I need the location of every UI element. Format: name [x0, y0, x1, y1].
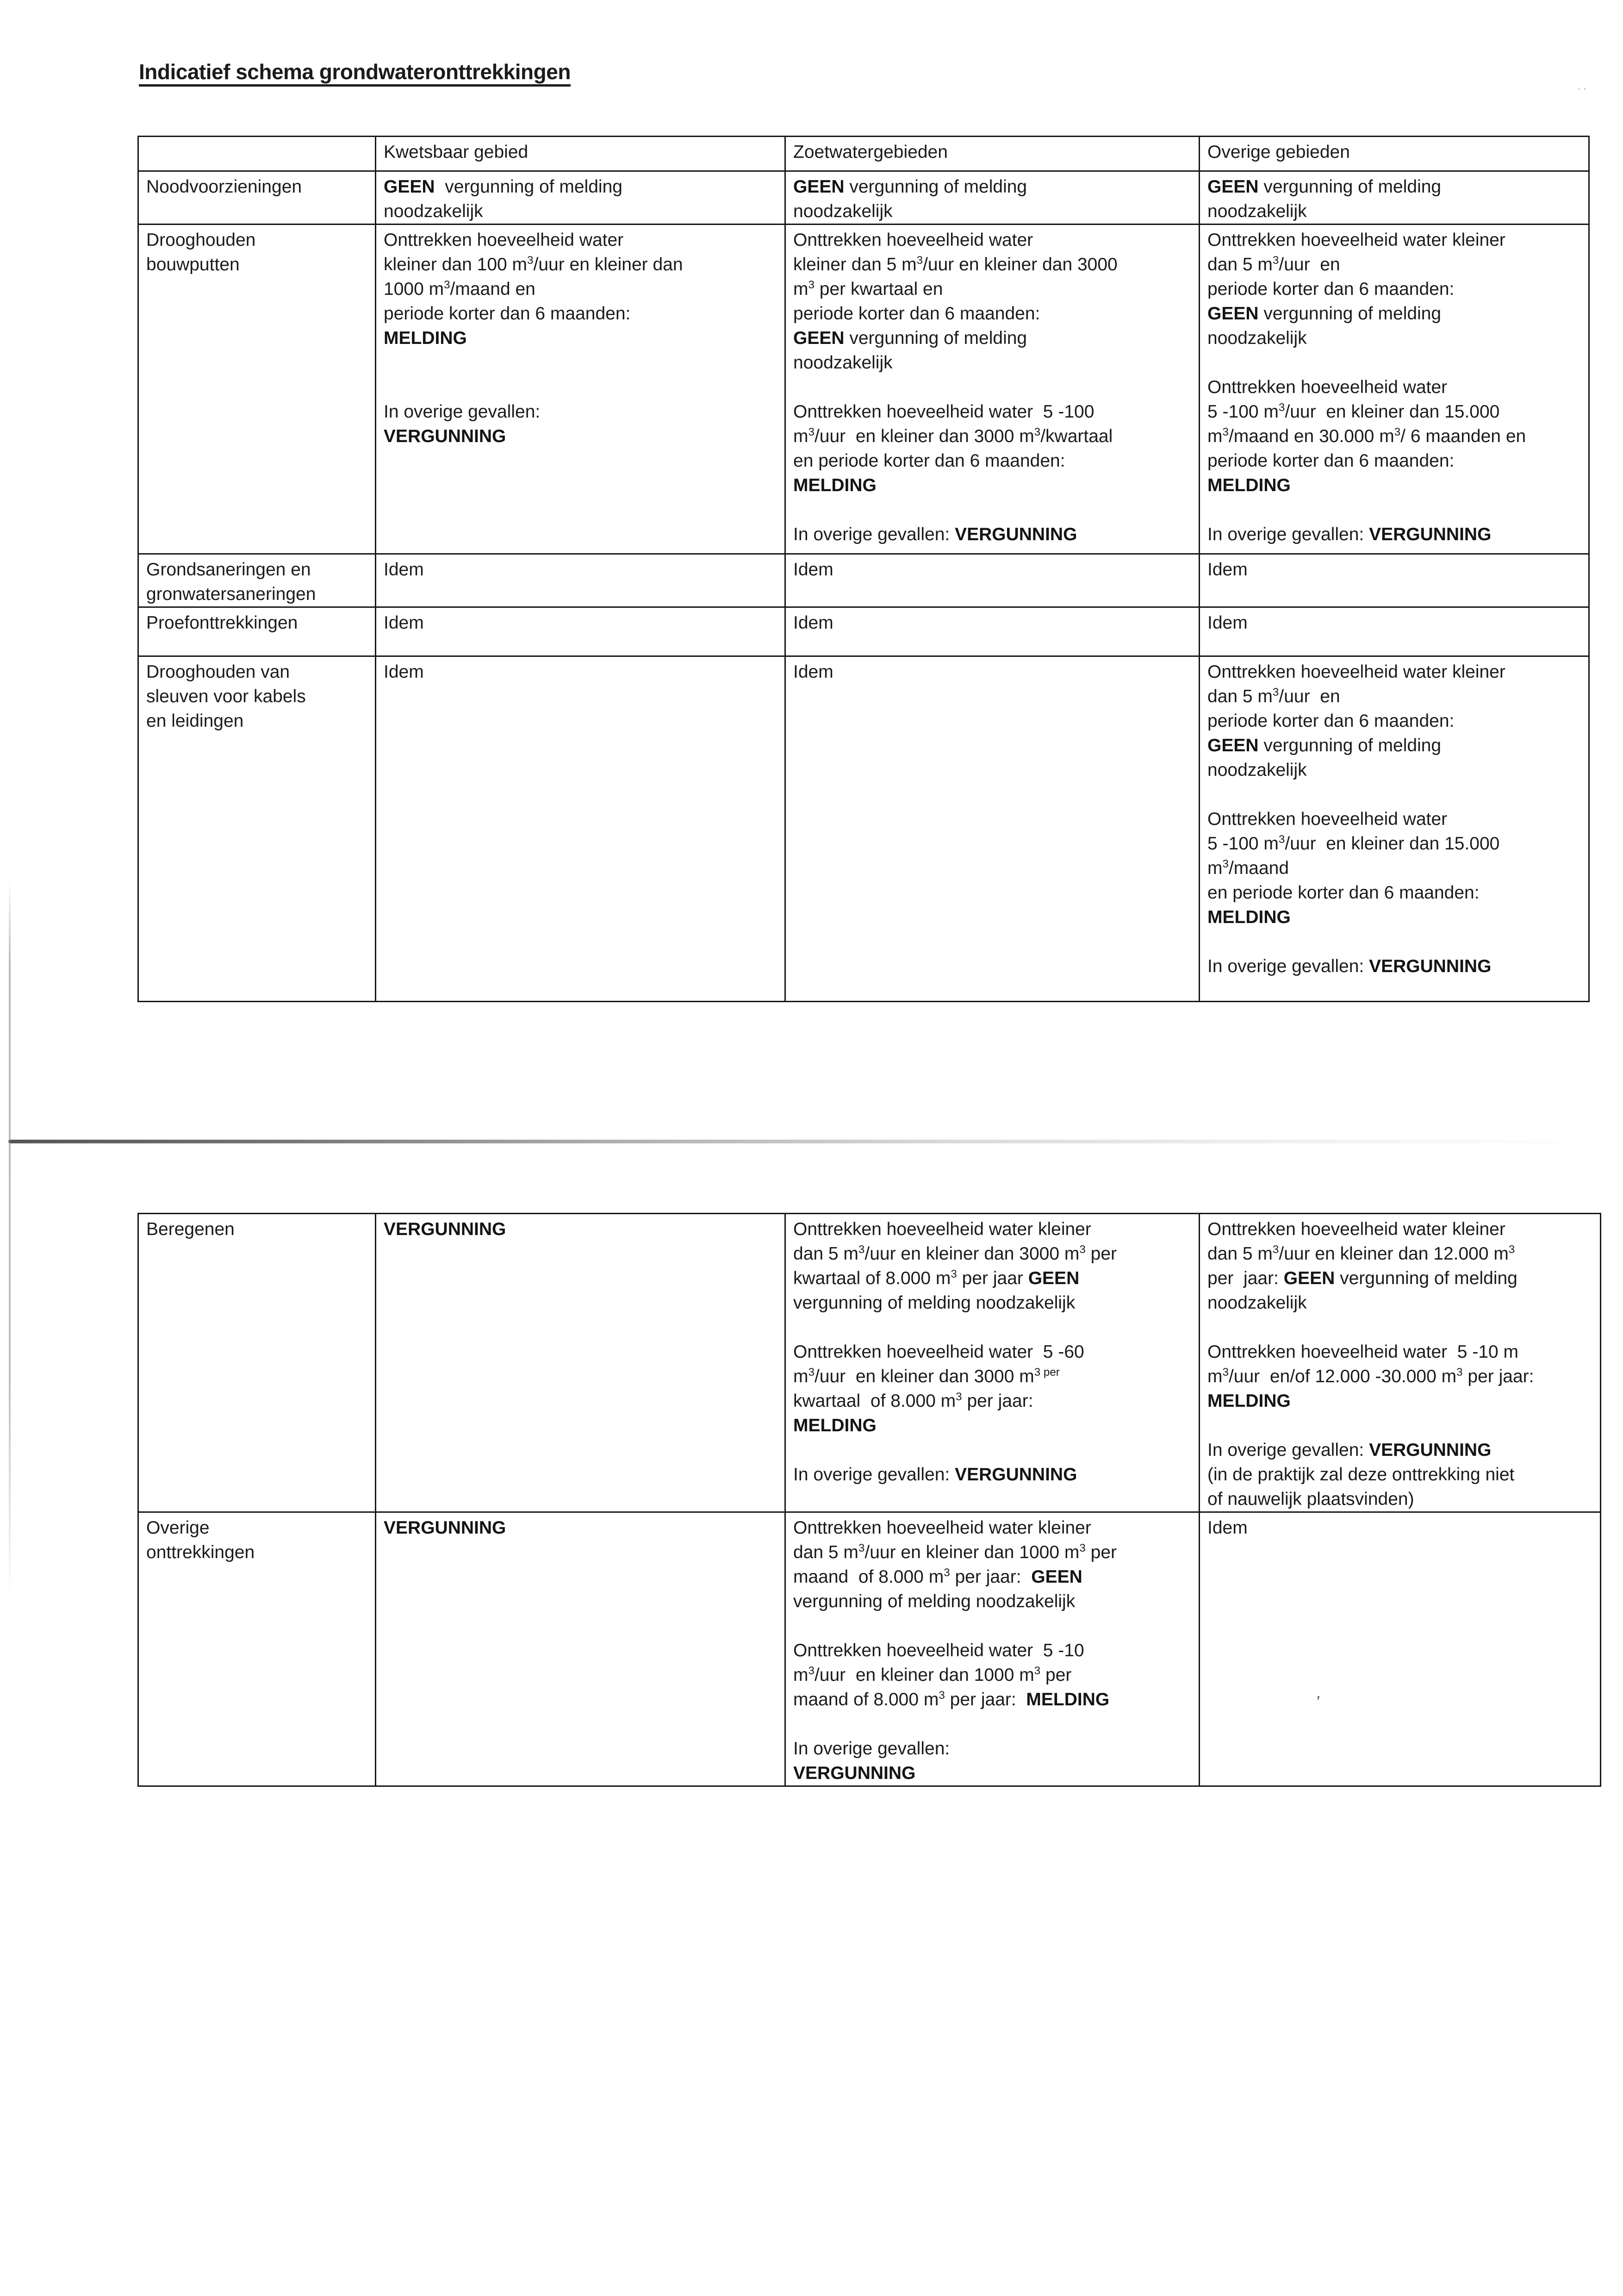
- table-row: [138, 225, 1589, 554]
- column-header: Kwetsbaar gebied: [376, 137, 785, 171]
- row-label-cell: Noodvoorzieningen: [138, 171, 376, 225]
- table-cell: GEEN vergunning of melding noodzakelijk: [1200, 171, 1589, 225]
- row-label-cell: Beregenen: [138, 1214, 376, 1512]
- table-cell: Onttrekken hoeveelheid water kleiner dan 5 $m^3$/uur en kleiner dan 3000 $m^3$ per kwartaal of 8.000 $m^3$ per jaar GEEN vergunning of melding noodzakelijk Onttrekken hoeveelheid water 5 -60 $m^3$/uur en kleiner dan 3000 $m^{3 per}$ kwartaal of 8.000 $m^3$ per jaar: MELDING In overige gevallen: VERGUNNING: [785, 1214, 1200, 1512]
- table-row: [138, 1214, 1601, 1512]
- comma-artifact: ,: [1315, 1684, 1324, 1702]
- scan-dots-artifact: ..: [1577, 78, 1589, 93]
- table-cell: Onttrekken hoeveelheid water kleiner dan 5 $m^3$/uur en kleiner dan 3000 $m^3$ per kwartaal en periode korter dan 6 maanden: GEEN vergunning of melding noodzakelijk Onttrekken hoeveelheid water 5 -100 $m^3$/uur en kleiner dan 3000 $m^3$/kwartaal en periode korter dan 6 maanden: MELDING In overige gevallen: VERGUNNING: [785, 225, 1200, 554]
- table-row: [138, 1512, 1601, 1786]
- table-cell: Idem: [785, 554, 1200, 607]
- table-cell: Idem: [1200, 1512, 1601, 1786]
- table-cell: GEEN vergunning of melding noodzakelijk: [785, 171, 1200, 225]
- schema-table-1: [137, 136, 1590, 1002]
- table-cell: Idem: [376, 554, 785, 607]
- row-label-cell: Grondsaneringen en gronwatersaneringen: [138, 554, 376, 607]
- table-cell: Idem: [1200, 554, 1589, 607]
- table-cell: Onttrekken hoeveelheid water kleiner dan 5 $m^3$/uur en periode korter dan 6 maanden: GEEN vergunning of melding noodzakelijk Onttrekken hoeveelheid water 5 -100 $m^3$/uur en kleiner dan 15.000 $m^3$/maand en 30.000 $m^3/$ 6 maanden en periode korter dan 6 maanden: MELDING In overige gevallen: VERGUNNING: [1200, 225, 1589, 554]
- schema-table-2: [137, 1213, 1601, 1787]
- table-cell: Idem: [376, 607, 785, 656]
- table-cell: VERGUNNING: [376, 1214, 785, 1512]
- table-row: [138, 554, 1589, 607]
- scan-streak-artifact: [8, 1140, 1596, 1143]
- row-label-cell: Drooghouden van sleuven voor kabels en leidingen: [138, 656, 376, 1002]
- table-cell: Onttrekken hoeveelheid water kleiner dan 5 $m^3$/uur en periode korter dan 6 maanden: GEEN vergunning of melding noodzakelijk Onttrekken hoeveelheid water 5 -100 $m^3$/uur en kleiner dan 15.000 $m^3$/maand en periode korter dan 6 maanden: MELDING In overige gevallen: VERGUNNING: [1200, 656, 1589, 1002]
- column-header: Overige gebieden: [1200, 137, 1589, 171]
- table-cell: Idem: [376, 656, 785, 1002]
- table-cell: Onttrekken hoeveelheid water kleiner dan 100 $m^3$/uur en kleiner dan 1000 $m^3$/maand en periode korter dan 6 maanden: MELDING In overige gevallen: VERGUNNING: [376, 225, 785, 554]
- header-row: [138, 137, 1589, 171]
- page-title: Indicatief schema grondwateronttrekkingen: [139, 60, 571, 84]
- row-label-cell: Overige onttrekkingen: [138, 1512, 376, 1786]
- table-row: [138, 607, 1589, 656]
- table-cell: VERGUNNING: [376, 1512, 785, 1786]
- row-label-cell: Proefonttrekkingen: [138, 607, 376, 656]
- table-cell: Idem: [785, 607, 1200, 656]
- table-row: [138, 171, 1589, 225]
- table-cell: Onttrekken hoeveelheid water kleiner dan 5 $m^3$/uur en kleiner dan 1000 $m^3$ per maand of 8.000 $m^3$ per jaar: GEEN vergunning of melding noodzakelijk Onttrekken hoeveelheid water 5 -10 $m^3$/uur en kleiner dan 1000 $m^3$ per maand of 8.000 $m^3$ per jaar: MELDING In overige gevallen: VERGUNNING: [785, 1512, 1200, 1786]
- table-cell: Idem: [785, 656, 1200, 1002]
- scan-edge-artifact: [9, 880, 11, 1602]
- table-row: [138, 656, 1589, 1002]
- column-header: Zoetwatergebieden: [785, 137, 1200, 171]
- header-cell-empty: [138, 137, 376, 171]
- table-cell: Idem: [1200, 607, 1589, 656]
- row-label-cell: Drooghouden bouwputten: [138, 225, 376, 554]
- table-cell: GEEN vergunning of melding noodzakelijk: [376, 171, 785, 225]
- table-cell: Onttrekken hoeveelheid water kleiner dan 5 $m^3$/uur en kleiner dan 12.000 $m^3$ per jaar: GEEN vergunning of melding noodzakelijk Onttrekken hoeveelheid water 5 -10 m $m^3$/uur en/of 12.000 -30.000 $m^3$ per jaar: MELDING In overige gevallen: VERGUNNING (in de praktijk zal deze onttrekking niet of nauwelijk plaatsvinden): [1200, 1214, 1601, 1512]
